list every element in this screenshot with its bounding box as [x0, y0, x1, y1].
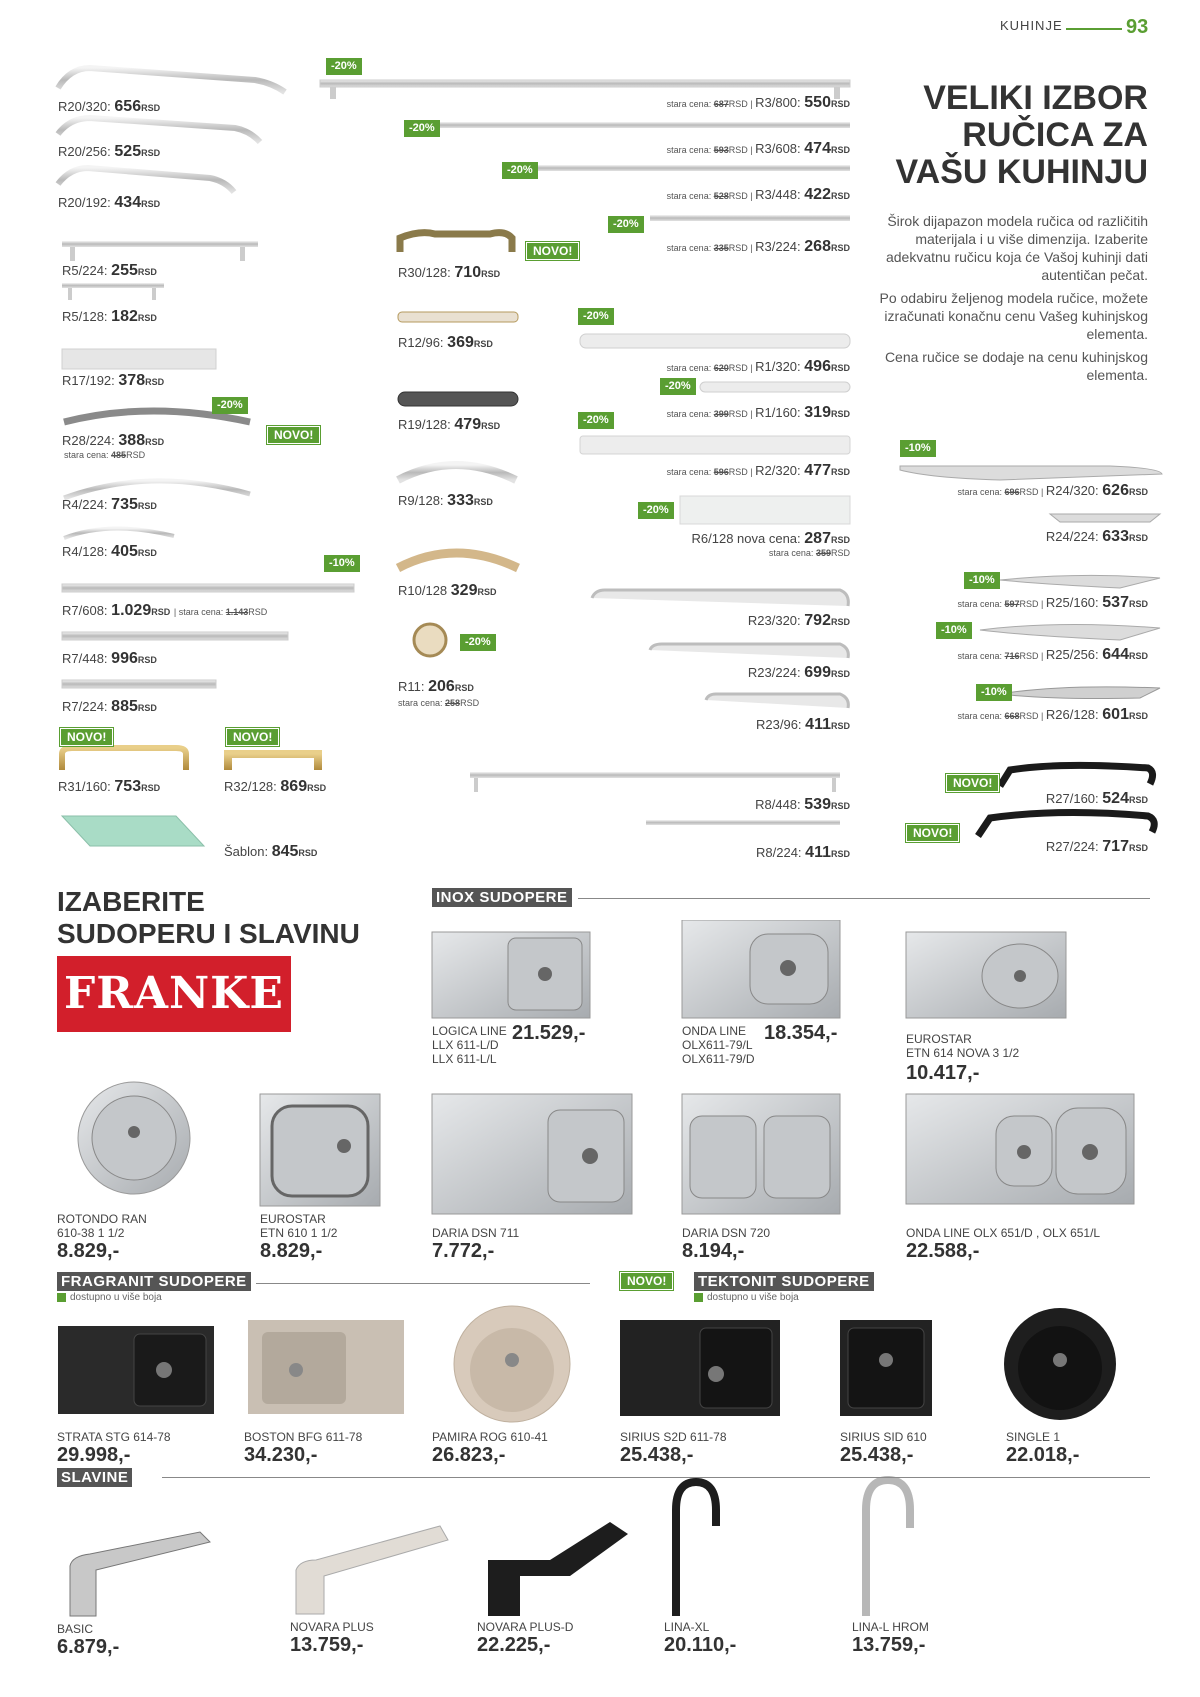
price-rotondo: 8.829,- — [57, 1240, 120, 1262]
section-divider — [578, 898, 1150, 899]
availability-note: dostupno u više boja — [57, 1292, 162, 1303]
product-name-siriussid: SIRIUS SID 610 — [840, 1430, 927, 1444]
handle-r6-128-price: R6/128 nova cena: 287RSD — [691, 530, 850, 547]
tektonit-section-label: TEKTONIT SUDOPERE — [694, 1272, 874, 1291]
price-linal: 13.759,- — [852, 1634, 926, 1656]
handle-r3-224-price: stara cena: 335RSD | R3/224: 268RSD — [666, 238, 850, 255]
section-divider — [256, 1283, 590, 1284]
price-logica: 21.529,- — [512, 1022, 586, 1044]
handle-r28-224-old-price: stara cena: 485RSD — [64, 450, 146, 460]
handle-r27-224-price: R27/224: 717RSD — [1045, 838, 1148, 855]
price-linaxl: 20.110,- — [664, 1634, 737, 1656]
handle-r19-128-price: R19/128: 479RSD — [398, 416, 501, 433]
intro-paragraph: Po odabiru željenog modela ručice, možete izračunati konačnu cenu Vašeg kuhinjskog elementa. — [879, 290, 1148, 342]
product-name-novara: NOVARA PLUS — [290, 1620, 374, 1634]
price-sirius2d: 25.438,- — [620, 1444, 694, 1466]
sinks-illustration — [0, 920, 1200, 1620]
discount-badge: -20% — [660, 378, 696, 395]
handle-r20-256-price: R20/256: 525RSD — [58, 143, 161, 160]
price-onda651: 22.588,- — [906, 1240, 980, 1262]
handle-r4-224-price: R4/224: 735RSD — [62, 496, 157, 513]
handle-r17-192-price: R17/192: 378RSD — [62, 372, 165, 389]
handle-r32-128-price: R32/128: 869RSD — [224, 778, 327, 795]
product-name-onda651: ONDA LINE OLX 651/D , OLX 651/L — [906, 1226, 1101, 1240]
price-strata: 29.998,- — [57, 1444, 131, 1466]
inox-section-label: INOX SUDOPERE — [432, 888, 572, 907]
handle-r23-224-price: R23/224: 699RSD — [747, 664, 850, 681]
discount-badge: -20% — [404, 120, 440, 137]
discount-badge: -10% — [964, 572, 1000, 589]
color-icon — [57, 1293, 66, 1302]
handle-r27-160-price: R27/160: 524RSD — [1045, 790, 1148, 807]
handle-r10-128-price: R10/128 329RSD — [398, 582, 497, 599]
price-single: 22.018,- — [1006, 1444, 1080, 1466]
handle-r1-320-price: stara cena: 620RSD | R1/320: 496RSD — [666, 358, 850, 375]
price-eurostar614: 10.417,- — [906, 1062, 980, 1084]
handle-r1-160-price: stara cena: 399RSD | R1/160: 319RSD — [666, 404, 850, 421]
product-name-single: SINGLE 1 — [1006, 1430, 1061, 1444]
handle-r4-128-price: R4/128: 405RSD — [62, 543, 157, 560]
discount-badge: -20% — [212, 397, 248, 414]
handle-r8-224-price: R8/224: 411RSD — [756, 844, 850, 861]
handle-r24-224-price: R24/224: 633RSD — [1045, 528, 1148, 545]
handle-r30-128-price: R30/128: 710RSD — [398, 264, 501, 281]
hero-title-line: RUČICA ZA — [962, 116, 1148, 154]
hero-title-line: VELIKI IZBOR — [923, 79, 1148, 117]
price-daria720: 8.194,- — [682, 1240, 745, 1262]
discount-badge: -20% — [460, 634, 496, 651]
handle-r5-128-price: R5/128: 182RSD — [62, 308, 157, 325]
section-label: KUHINJE — [1000, 18, 1063, 33]
price-onda: 18.354,- — [764, 1022, 838, 1044]
handle-r25-160-price: stara cena: 597RSD | R25/160: 537RSD — [957, 594, 1148, 611]
discount-badge: -10% — [900, 440, 936, 457]
discount-badge: -10% — [976, 684, 1012, 701]
handle-r3-448-price: stara cena: 528RSD | R3/448: 422RSD — [666, 186, 850, 203]
price-basic: 6.879,- — [57, 1636, 120, 1658]
price-eurostar610: 8.829,- — [260, 1240, 323, 1262]
sablon-price: Šablon: 845RSD — [224, 843, 318, 860]
handle-r26-128-price: stara cena: 668RSD | R26/128: 601RSD — [957, 706, 1148, 723]
handle-r2-320-price: stara cena: 596RSD | R2/320: 477RSD — [666, 462, 850, 479]
handle-r6-128-old-price: stara cena: 359RSD — [768, 548, 850, 558]
handle-r23-96-price: R23/96: 411RSD — [756, 716, 850, 733]
price-boston: 34.230,- — [244, 1444, 318, 1466]
handle-r7-608-price: R7/608: 1.029RSD | stara cena: 1.143RSD — [62, 602, 268, 619]
discount-badge: -20% — [638, 502, 674, 519]
novo-badge: NOVO! — [226, 728, 279, 746]
section-divider — [162, 1477, 1150, 1478]
novo-badge: NOVO! — [60, 728, 113, 746]
handle-r31-160-price: R31/160: 753RSD — [58, 778, 161, 795]
product-name-boston: BOSTON BFG 611-78 — [244, 1430, 363, 1444]
intro-paragraph: Cena ručice se dodaje na cenu kuhinjskog elementa. — [884, 349, 1148, 383]
product-name-strata: STRATA STG 614-78 — [57, 1430, 171, 1444]
handle-r11-old-price: stara cena: 258RSD — [398, 698, 480, 708]
product-name-linal: LINA-L HROM — [852, 1620, 929, 1634]
slavine-section-label: SLAVINE — [57, 1468, 132, 1487]
page-number: 93 — [1126, 16, 1149, 38]
discount-badge: -10% — [324, 555, 360, 572]
handle-r23-320-price: R23/320: 792RSD — [747, 612, 850, 629]
price-novarad: 22.225,- — [477, 1634, 551, 1656]
product-name-novarad: NOVARA PLUS-D — [477, 1620, 574, 1634]
handle-r9-128-price: R9/128: 333RSD — [398, 492, 493, 509]
price-novara: 13.759,- — [290, 1634, 364, 1656]
sinks-title-line: IZABERITE — [57, 886, 205, 917]
product-name-sirius2d: SIRIUS S2D 611-78 — [620, 1430, 727, 1444]
product-name-onda: ONDA LINE OLX611-79/L OLX611-79/D — [682, 1024, 755, 1066]
discount-badge: -20% — [608, 216, 644, 233]
discount-badge: -20% — [578, 308, 614, 325]
handle-r5-224-price: R5/224: 255RSD — [62, 262, 157, 279]
handle-r20-192-price: R20/192: 434RSD — [58, 194, 161, 211]
product-name-daria720: DARIA DSN 720 — [682, 1226, 771, 1240]
sinks-title-line: SUDOPERU I SLAVINU — [57, 918, 360, 949]
novo-badge: NOVO! — [906, 824, 959, 842]
discount-badge: -20% — [502, 162, 538, 179]
price-daria711: 7.772,- — [432, 1240, 495, 1262]
novo-badge: NOVO! — [526, 242, 579, 260]
color-icon — [694, 1293, 703, 1302]
fragranit-section-label: FRAGRANIT SUDOPERE — [57, 1272, 251, 1291]
handle-r28-224-price: R28/224: 388RSD — [62, 432, 165, 449]
product-name-rotondo: ROTONDO RAN 610-38 1 1/2 — [57, 1212, 147, 1240]
discount-badge: -20% — [578, 412, 614, 429]
franke-logo: FRANKE — [57, 956, 291, 1032]
handle-r24-320-price: stara cena: 696RSD | R24/320: 626RSD — [957, 482, 1148, 499]
handle-r7-448-price: R7/448: 996RSD — [62, 650, 157, 667]
handle-r11-price: R11: 206RSD — [398, 678, 474, 695]
product-name-eurostar614: EUROSTAR ETN 614 NOVA 3 1/2 — [906, 1032, 1020, 1060]
handle-r20-320-price: R20/320: 656RSD — [58, 98, 161, 115]
novo-badge: NOVO! — [946, 774, 999, 792]
product-name-basic: BASIC — [57, 1622, 94, 1636]
novo-badge: NOVO! — [620, 1272, 673, 1290]
discount-badge: -20% — [326, 58, 362, 75]
hero-title-line: VAŠU KUHINJU — [895, 153, 1148, 191]
intro-paragraph: Širok dijapazon modela ručica od različitih materijala i u više dimenzija. Izaberite adekvatnu ručicu koja će Vašoj kuhinji dati autentičan pečat. — [885, 213, 1148, 283]
handle-r7-224-price: R7/224: 885RSD — [62, 698, 157, 715]
discount-badge: -10% — [936, 622, 972, 639]
price-pamira: 26.823,- — [432, 1444, 506, 1466]
price-siriussid: 25.438,- — [840, 1444, 914, 1466]
product-name-daria711: DARIA DSN 711 — [432, 1226, 520, 1240]
product-name-linaxl: LINA-XL — [664, 1620, 710, 1634]
handle-r3-800-price: stara cena: 687RSD | R3/800: 550RSD — [666, 94, 850, 111]
handle-r12-96-price: R12/96: 369RSD — [398, 334, 493, 351]
product-name-logica: LOGICA LINE LLX 611-L/D LLX 611-L/L — [432, 1024, 507, 1066]
novo-badge: NOVO! — [267, 426, 320, 444]
handle-r3-608-price: stara cena: 593RSD | R3/608: 474RSD — [666, 140, 850, 157]
product-name-eurostar610: EUROSTAR ETN 610 1 1/2 — [260, 1212, 338, 1240]
availability-note: dostupno u više boja — [694, 1292, 799, 1303]
handle-r25-256-price: stara cena: 716RSD | R25/256: 644RSD — [957, 646, 1148, 663]
handle-r8-448-price: R8/448: 539RSD — [755, 796, 850, 813]
product-name-pamira: PAMIRA ROG 610-41 — [432, 1430, 548, 1444]
